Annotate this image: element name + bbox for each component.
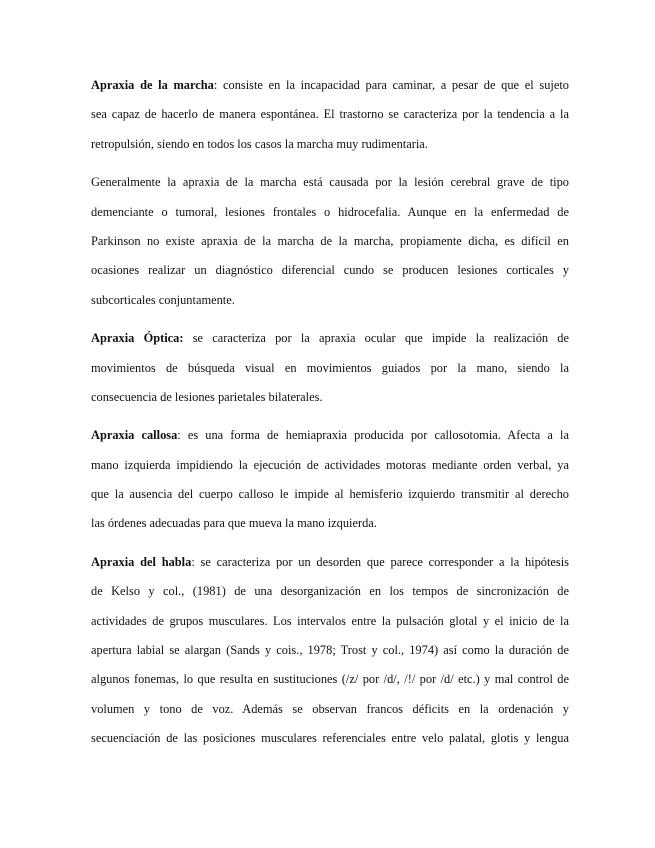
text-line: sea capaz de hacerlo de manera espontánea. El trastorno se caracteriza por la tendencia a la [91, 107, 569, 122]
text-line: consecuencia de lesiones parietales bilaterales. [91, 389, 323, 404]
text-line: Generalmente la apraxia de la marcha está causada por la lesión cerebral grave de tipo [91, 175, 569, 190]
line-text: : es una forma de hemiapraxia producida por callosotomia. Afecta a la [177, 428, 569, 443]
term-heading: Apraxia Óptica: [91, 331, 184, 346]
text-line: demenciante o tumoral, lesiones frontales o hidrocefalia. Aunque en la enfermedad de [91, 204, 569, 219]
text-line [91, 71, 569, 100]
text-line: apertura labial se alargan (Sands y cois., 1978; Trost y col., 1974) así como la duración de [91, 643, 569, 658]
text-line [91, 324, 569, 353]
text-line: que la ausencia del cuerpo calloso le impide al hemisferio izquierdo transmitir al derecho [91, 487, 569, 502]
text-line: subcorticales conjuntamente. [91, 292, 235, 307]
term-heading: Apraxia del habla [91, 554, 192, 569]
paragraph-apraxia-marcha [91, 71, 569, 159]
text-line: algunos fonemas, lo que resulta en sustituciones (/z/ por /d/, /!/ por /d/ etc.) y mal control de [91, 672, 569, 687]
paragraph-apraxia-habla [91, 548, 569, 754]
text-line: retropulsión, siendo en todos los casos la marcha muy rudimentaria. [91, 136, 428, 151]
paragraph-apraxia-optica [91, 324, 569, 412]
text-line: volumen y tono de voz. Además se observan francos déficits en la ordenación y [91, 701, 569, 716]
text-line: mano izquierda impidiendo la ejecución de actividades motoras mediante orden verbal, ya [91, 457, 569, 472]
document-body [91, 71, 569, 763]
paragraph-apraxia-callosa [91, 421, 569, 539]
line-text: : se caracteriza por un desorden que parece corresponder a la hipótesis [191, 554, 569, 569]
text-line: de Kelso y col., (1981) de una desorganización en los tempos de sincronización de [91, 584, 569, 599]
text-line: movimientos de búsqueda visual en movimientos guiados por la mano, siendo la [91, 360, 569, 375]
text-line: secuenciación de las posiciones musculares referenciales entre velo palatal, glotis y lengua [91, 731, 569, 746]
text-line: las órdenes adecuadas para que mueva la mano izquierda. [91, 516, 377, 531]
text-line [91, 421, 569, 450]
line-text: : consiste en la incapacidad para caminar, a pesar de que el sujeto [213, 78, 569, 92]
text-line: Parkinson no existe apraxia de la marcha de la marcha, propiamente dicha, es difícil en [91, 233, 569, 248]
text-line: actividades de grupos musculares. Los intervalos entre la pulsación glotal y el inicio de la [91, 613, 569, 628]
text-line [91, 548, 569, 577]
text-line: ocasiones realizar un diagnóstico diferencial cundo se producen lesiones corticales y [91, 263, 569, 278]
term-heading: Apraxia de la marcha [91, 78, 214, 92]
paragraph-generalmente [91, 168, 569, 315]
term-heading: Apraxia callosa [91, 428, 178, 443]
line-text: se caracteriza por la apraxia ocular que impide la realización de [183, 331, 569, 346]
